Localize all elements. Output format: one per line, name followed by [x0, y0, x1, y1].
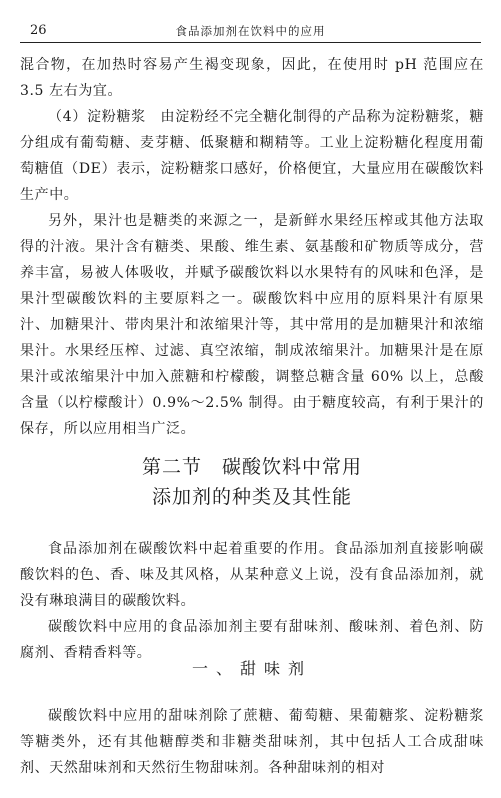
subsection-heading: 一、甜味剂 [191, 659, 312, 678]
body-text-middle [20, 536, 484, 666]
paragraph-fruit-juice: 另外，果汁也是糖类的来源之一，是新鲜水果经压榨或其他方法取得的汁液。果汁含有糖类、果酸、维生素、氨基酸和矿物质等成分，营养丰富，易被人体吸收，并赋予碳酸饮料以水果特有的风味和色泽，是果汁型碳酸饮料的主要原料之一。碳酸饮料中应用的原料果汁有原果汁、加糖果汁、带肉果汁和浓缩果汁等，其中常用的是加糖果汁和浓缩果汁。水果经压榨、过滤、真空浓缩，制成浓缩果汁。加糖果汁是在原果汁或浓缩果汁中加入蔗糖和柠檬酸，调整总糖含量 60% 以上，总酸含量（以柠檬酸计）0.9%～2.5% 制得。由于糖度较高，有利于果汁的保存，所以应用相当广泛。 [20, 213, 484, 437]
paragraph-additive-importance: 食品添加剂在碳酸饮料中起着重要的作用。食品添加剂直接影响碳酸饮料的色、香、味及其风格，从某种意义上说，没有食品添加剂，就没有琳琅满目的碳酸饮料。 [20, 541, 484, 609]
paragraph-sweeteners: 碳酸饮料中应用的甜味剂除了蔗糖、葡萄糖、果葡糖浆、淀粉糖浆等糖类外，还有其他糖醇类和非糖类甜味剂，其中包括人工合成甜味剂、天然甜味剂和天然衍生物甜味剂。各种甜味剂的相对 [20, 708, 484, 776]
section-title-line-1: 第二节 碳酸饮料中常用 [141, 456, 362, 478]
paragraph-additive-types: 碳酸饮料中应用的食品添加剂主要有甜味剂、酸味剂、着色剂、防腐剂、香精香料等。 [20, 619, 484, 661]
page-number: 26 [30, 23, 47, 38]
paragraph-starch-syrup: （4）淀粉糖浆 由淀粉经不完全糖化制得的产品称为淀粉糖浆，糖分组成有葡萄糖、麦芽糖、低聚糖和糊精等。工业上淀粉糖化程度用葡萄糖值（DE）表示，淀粉糖浆口感好，价格便宜，大量应用在碳酸饮料生产中。 [20, 109, 484, 203]
section-title [20, 452, 484, 512]
body-text-bottom [20, 703, 484, 781]
paragraph-continuation: 混合物，在加热时容易产生褐变现象，因此，在使用时 pH 范围应在 3.5 左右为宜。 [20, 57, 484, 99]
section-title-line-2: 添加剂的种类及其性能 [151, 486, 352, 508]
running-title: 食品添加剂在饮料中的应用 [175, 24, 326, 38]
running-header [20, 22, 481, 43]
body-text-top [20, 52, 484, 442]
